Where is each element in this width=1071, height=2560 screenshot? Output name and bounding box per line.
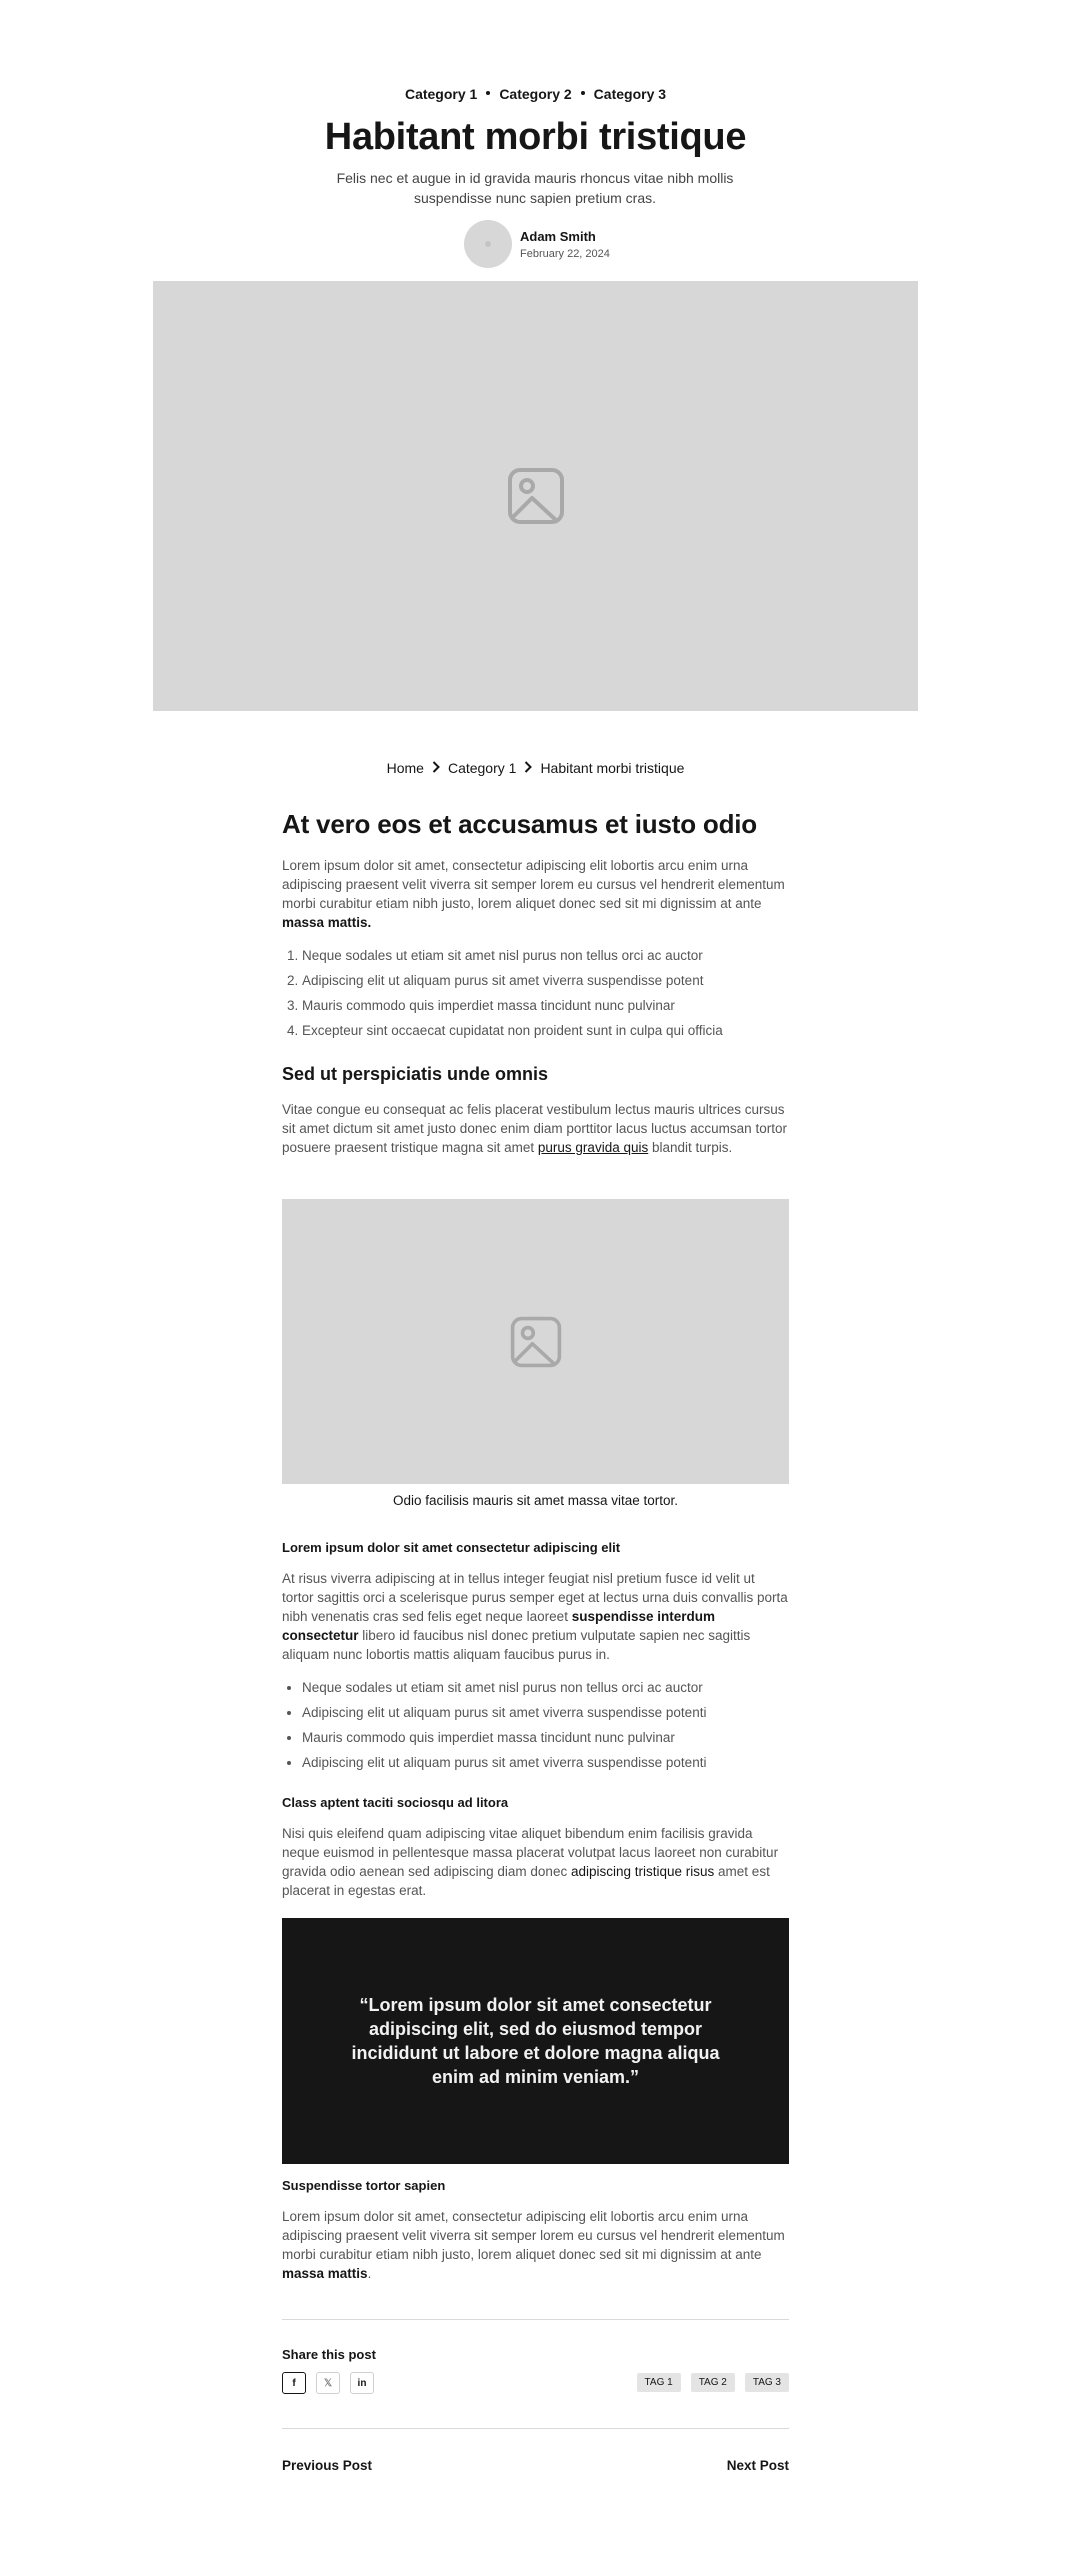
image-placeholder-icon	[506, 466, 566, 526]
list-item: • Adipiscing elit ut aliquam purus sit amet viverra suspendisse potenti	[302, 1703, 789, 1722]
list-item: • Adipiscing elit ut aliquam purus sit amet viverra suspendisse potenti	[302, 1753, 789, 1772]
image-placeholder-icon	[509, 1315, 563, 1369]
tag[interactable]: TAG 1	[637, 2373, 681, 2392]
subsection-heading: Suspendisse tortor sapien	[282, 2178, 446, 2193]
paragraph	[282, 1100, 789, 1157]
separator-dot	[581, 91, 585, 95]
breadcrumb-current: Habitant morbi tristique	[540, 760, 685, 776]
share-buttons	[282, 2372, 374, 2394]
list-item: 1. Neque sodales ut etiam sit amet nisl purus non tellus orci ac auctor	[302, 946, 789, 965]
quote-text: “Lorem ipsum dolor sit amet consectetur adipiscing elit, sed do eiusmod tempor incididunt ut labore et dolore magna aliqua enim ad minim veniam.”	[351, 1995, 720, 2087]
tag[interactable]: TAG 3	[745, 2373, 789, 2392]
divider	[282, 2319, 789, 2320]
chevron-right-icon	[524, 760, 532, 776]
category-link[interactable]: Category 2	[499, 86, 572, 102]
next-post-link[interactable]: Next Post	[726, 2458, 789, 2473]
breadcrumb	[0, 760, 1071, 776]
article-body-end	[282, 2177, 789, 2283]
category-list	[0, 86, 1071, 102]
x-icon[interactable]: 𝕏	[316, 2372, 340, 2394]
hero-image	[153, 281, 918, 711]
paragraph: Lorem ipsum dolor sit amet, consectetur adipiscing elit lobortis arcu enim urna adipiscing praesent velit viverra sit semper lorem eu cursus vel hendrerit elementum morbi curabitur etiam nibh justo, lorem aliquet donec sed sit mi dignissim at ante massa mattis.	[282, 2209, 785, 2281]
list-item: • Mauris commodo quis imperdiet massa tincidunt nunc pulvinar	[302, 1728, 789, 1747]
paragraph-text: At risus viverra adipiscing at in tellus integer feugiat nisl pretium fusce id velit ut tortor sagittis orci a scelerisque purus semper eget at lectus urna duis convallis porta nibh venenatis cras sed felis eget neque laoreet	[282, 1571, 788, 1624]
paragraph-text: amet est placerat in egestas erat.	[282, 1864, 770, 1898]
pull-quote	[282, 1918, 789, 2164]
list-item: 4. Excepteur sint occaecat cupidatat non proident sunt in culpa qui officia	[302, 1021, 789, 1040]
bold-text: massa mattis	[282, 2266, 368, 2281]
paragraph-text: libero id faucibus nisl donec pretium vulputate sapien nec sagittis aliquam nunc lobortis mattis aliquam faucibus purus in.	[282, 1628, 751, 1662]
breadcrumb-home[interactable]: Home	[386, 760, 424, 776]
chevron-right-icon	[432, 760, 440, 776]
previous-post-link[interactable]: Previous Post	[282, 2458, 373, 2473]
tag[interactable]: TAG 2	[691, 2373, 735, 2392]
article-image	[282, 1199, 789, 1484]
paragraph	[282, 1569, 789, 1664]
ordered-list	[282, 946, 789, 1040]
article-heading: At vero eos et accusamus et iusto odio	[282, 809, 757, 839]
emphasis-text: adipiscing tristique risus	[570, 1864, 715, 1879]
page-subtitle: Felis nec et augue in id gravida mauris rhoncus vitae nibh mollis suspendisse nunc sapien pretium cras.	[336, 170, 734, 206]
divider	[282, 2428, 789, 2429]
post-date: February 22, 2024	[520, 247, 610, 260]
paragraph-text: Lorem ipsum dolor sit amet, consectetur adipiscing elit lobortis arcu enim urna adipiscing praesent velit viverra sit semper lorem eu cursus vel hendrerit elementum morbi curabitur etiam nibh justo, lorem aliquet donec sed sit mi dignissim at ante	[282, 2209, 785, 2262]
avatar	[464, 220, 512, 268]
separator-dot	[486, 91, 490, 95]
category-link[interactable]: Category 1	[404, 86, 478, 102]
article-body-continued	[282, 1539, 789, 1900]
list-item: 2. Adipiscing elit ut aliquam purus sit amet viverra suspendisse potent	[302, 971, 789, 990]
author-block	[464, 220, 610, 268]
article-body	[282, 808, 789, 1157]
list-item: 3. Mauris commodo quis imperdiet massa tincidunt nunc pulvinar	[302, 996, 789, 1015]
share-label: Share this post	[282, 2347, 376, 2362]
author-name: Adam Smith	[520, 228, 596, 244]
section-heading: Sed ut perspiciatis unde omnis	[282, 1064, 549, 1084]
paragraph	[282, 1824, 789, 1900]
subsection-heading: Lorem ipsum dolor sit amet consectetur adipiscing elit	[282, 1540, 621, 1555]
bullet-list	[282, 1678, 789, 1772]
image-caption: Odio facilisis mauris sit amet massa vitae tortor.	[392, 1493, 679, 1508]
bold-text: suspendisse interdum consectetur	[282, 1609, 716, 1643]
paragraph	[282, 856, 789, 932]
breadcrumb-category[interactable]: Category 1	[447, 760, 517, 776]
list-item: • Neque sodales ut etiam sit amet nisl purus non tellus orci ac auctor	[302, 1678, 789, 1697]
facebook-icon[interactable]: f	[282, 2372, 306, 2394]
subsection-heading: Class aptent taciti sociosqu ad litora	[282, 1795, 509, 1810]
paragraph-text: Vitae congue eu consequat ac felis placerat vestibulum lectus mauris ultrices cursus sit amet dictum sit amet justo donec enim diam porttitor lacus luctus accumsan tortor posuere praesent tristique magna sit amet	[282, 1102, 787, 1155]
page-title: Habitant morbi tristique	[324, 116, 747, 158]
paragraph-text: blandit turpis.	[652, 1140, 733, 1155]
paragraph-text: Lorem ipsum dolor sit amet, consectetur adipiscing elit lobortis arcu enim urna adipiscing praesent velit viverra sit semper lorem eu cursus vel hendrerit elementum morbi curabitur etiam nibh justo, lorem aliquet donec sed sit mi dignissim at ante	[282, 858, 785, 911]
avatar-placeholder-icon	[485, 241, 491, 247]
category-link[interactable]: Category 3	[593, 86, 667, 102]
paragraph-text: Nisi quis eleifend quam adipiscing vitae aliquet bibendum enim facilisis gravida neque euismod in pellentesque massa placerat volutpat lacus laoreet non curabitur gravida odio aenean sed adipiscing diam donec	[282, 1826, 779, 1879]
linkedin-icon[interactable]: in	[350, 2372, 374, 2394]
tag-list	[637, 2373, 789, 2392]
bold-text: massa mattis.	[282, 915, 372, 930]
inline-link[interactable]: purus gravida quis	[537, 1140, 649, 1155]
